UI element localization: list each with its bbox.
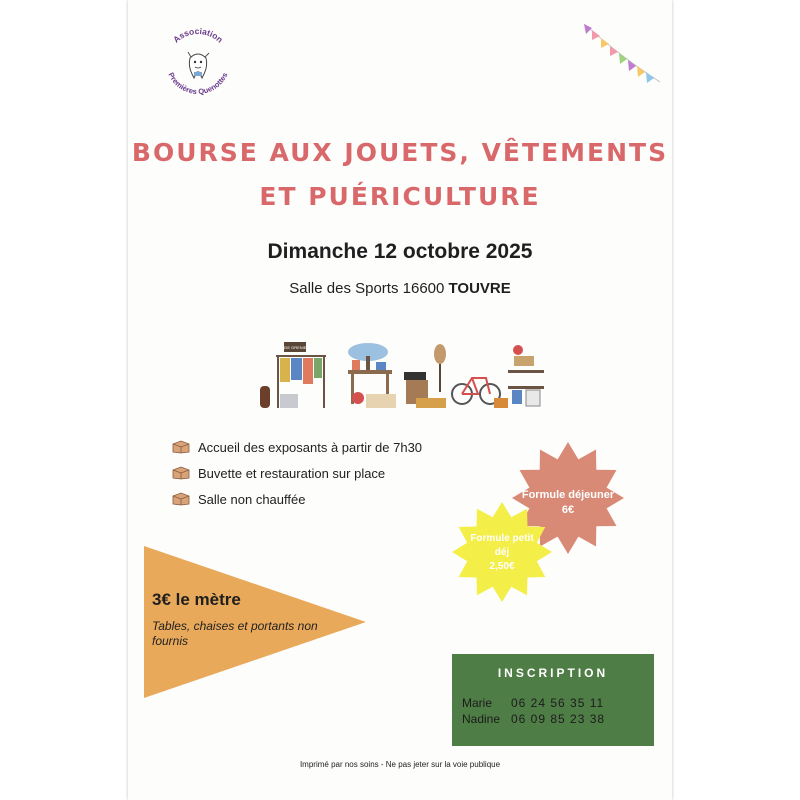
title-line-2: ET PUÉRICULTURE — [259, 182, 541, 211]
clothes-rack-icon — [260, 342, 326, 408]
price-per-meter: 3€ le mètre — [152, 590, 241, 609]
illustration-sign: VIDE GRENIER — [280, 345, 310, 350]
inscription-title: INSCRIPTION — [497, 666, 609, 680]
contact-name: Marie — [462, 696, 493, 710]
breakfast-price: 2,50€ — [489, 561, 515, 572]
logo-bottom-text: Premières Quenottes — [166, 70, 230, 97]
info-list — [172, 438, 492, 516]
bicycle-icon — [452, 378, 508, 408]
market-stall-icon — [348, 343, 396, 408]
list-item — [172, 438, 492, 464]
box-icon — [172, 492, 190, 506]
tooth-mascot-icon — [188, 52, 209, 78]
contact-name: Nadine — [462, 712, 501, 726]
breakfast-label-2: déj — [494, 547, 510, 558]
price-note: Tables, chaises et portants non fournis — [152, 619, 318, 648]
bunting-decoration — [580, 16, 664, 86]
contact-phone[interactable]: 06 09 85 23 38 — [511, 712, 606, 726]
breakfast-label-1: Formule petit — [470, 533, 534, 544]
shelf-icon — [508, 345, 544, 406]
contact-row — [462, 712, 652, 728]
inscription-box — [452, 654, 654, 746]
event-date: Dimanche 12 octobre 2025 — [267, 240, 533, 263]
association-logo — [158, 22, 238, 102]
svg-text:Association — [171, 26, 225, 45]
lunch-label: Formule déjeuner — [521, 489, 615, 501]
box-icon — [172, 440, 190, 454]
title-line-1: BOURSE AUX JOUETS, VÊTEMENTS — [131, 138, 669, 167]
logo-top-text: Association — [171, 25, 225, 45]
lunch-price: 6€ — [561, 504, 575, 516]
list-item-text: Accueil des exposants à partir de 7h30 — [198, 440, 423, 455]
sewing-machine-icon — [404, 344, 446, 408]
venue-name: Salle des Sports 16600 — [289, 280, 445, 297]
list-item-text: Salle non chauffée — [198, 492, 306, 507]
footer-note: Imprimé par nos soins - Ne pas jeter sur la voie publique — [299, 760, 501, 769]
flea-market-illustration — [256, 342, 556, 414]
venue-town: TOUVRE — [448, 280, 511, 297]
contact-row — [462, 696, 652, 712]
list-item-text: Buvette et restauration sur place — [198, 466, 386, 481]
box-icon — [172, 466, 190, 480]
contact-phone[interactable]: 06 24 56 35 11 — [511, 696, 605, 710]
flyer-sheet — [128, 0, 672, 800]
breakfast-offer-badge — [452, 500, 552, 604]
event-venue — [128, 280, 672, 297]
list-item — [172, 490, 492, 516]
list-item — [172, 464, 492, 490]
